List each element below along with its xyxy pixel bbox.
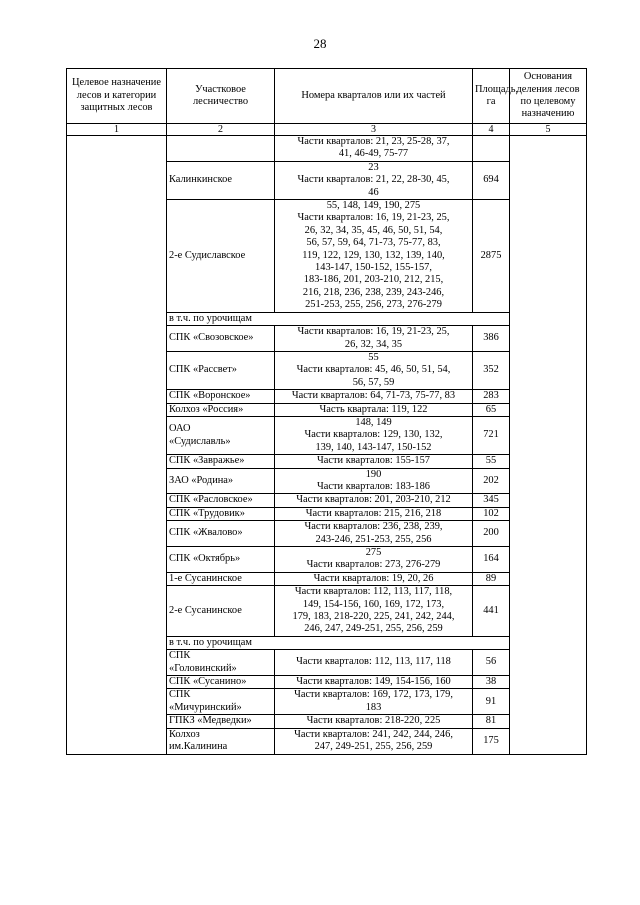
column-number: 1 [67,124,167,136]
district-cell: Колхоз им.Калинина [167,728,275,754]
area-cell: 175 [473,728,510,754]
area-cell: 89 [473,572,510,585]
column-number: 4 [473,124,510,136]
column-number: 2 [167,124,275,136]
quarters-cell: Части кварталов: 64, 71-73, 75-77, 83 [275,390,473,403]
header-area: Площадь, га [473,69,510,124]
district-cell: ОАО «Судиславль» [167,416,275,454]
quarters-cell: 55 Части кварталов: 45, 46, 50, 51, 54, 56, 57, 59 [275,351,473,389]
area-cell: 2875 [473,200,510,313]
quarters-cell: Части кварталов: 241, 242, 244, 246, 247, 249-251, 255, 256, 259 [275,728,473,754]
quarters-cell: Части кварталов: 19, 20, 26 [275,572,473,585]
quarters-cell: Части кварталов: 215, 216, 218 [275,507,473,520]
area-cell: 202 [473,468,510,494]
area-cell: 352 [473,351,510,389]
quarters-cell: 23 Части кварталов: 21, 22, 28-30, 45, 46 [275,161,473,199]
quarters-cell: Части кварталов: 155-157 [275,455,473,468]
quarters-cell: 55, 148, 149, 190, 275 Части кварталов: 16, 19, 21-23, 25, 26, 32, 34, 35, 45, 46, 50, 51, 54, 56, 57, 59, 64, 71-73, 75-77, 83, 119, 122, 129, 130, 132, 139, 140, 143-147, 150-152, 155-157, 183-186, 201, 203-210, 212, 215, 216, 218, 236, 238, 239, 243-246, 251-253, 255, 256, 273, 276-279 [275,200,473,313]
area-cell: 55 [473,455,510,468]
quarters-cell: 148, 149 Части кварталов: 129, 130, 132, 139, 140, 143-147, 150-152 [275,416,473,454]
area-cell: 345 [473,494,510,507]
district-cell: СПК «Воронское» [167,390,275,403]
area-cell: 81 [473,715,510,728]
quarters-cell: Части кварталов: 21, 23, 25-28, 37, 41, 46-49, 75-77 [275,136,473,162]
district-cell: СПК «Мичуринский» [167,689,275,715]
quarters-cell: 275 Части кварталов: 273, 276-279 [275,547,473,573]
area-cell [473,136,510,162]
district-cell: ЗАО «Родина» [167,468,275,494]
header-purpose: Целевое назначение лесов и категории защитных лесов [67,69,167,124]
quarters-cell: Части кварталов: 201, 203-210, 212 [275,494,473,507]
purpose-cell [67,136,167,755]
area-cell: 56 [473,650,510,676]
district-cell: СПК «Октябрь» [167,547,275,573]
district-cell: Калинкинское [167,161,275,199]
district-cell: ГПКЗ «Медведки» [167,715,275,728]
table-body [67,136,587,755]
quarters-cell: Части кварталов: 218-220, 225 [275,715,473,728]
area-cell: 91 [473,689,510,715]
district-cell: СПК «Завражье» [167,455,275,468]
column-number: 5 [510,124,587,136]
page-number: 28 [313,36,327,51]
quarters-cell: 190 Части кварталов: 183-186 [275,468,473,494]
quarters-cell: Части кварталов: 16, 19, 21-23, 25, 26, 32, 34, 35 [275,326,473,352]
district-cell: 2-е Судиславское [167,200,275,313]
district-cell: СПК «Расловское» [167,494,275,507]
district-cell: Колхоз «Россия» [167,403,275,416]
table-row [67,136,587,162]
area-cell: 38 [473,676,510,689]
district-cell: 1-е Сусанинское [167,572,275,585]
area-cell: 694 [473,161,510,199]
area-cell: 164 [473,547,510,573]
subgroup-label: в т.ч. по урочищам [167,312,510,325]
district-cell: СПК «Рассвет» [167,351,275,389]
quarters-cell: Части кварталов: 112, 113, 117, 118 [275,650,473,676]
column-number: 3 [275,124,473,136]
table-header [67,69,587,136]
forest-quarters-table [66,68,587,755]
area-cell: 721 [473,416,510,454]
quarters-cell: Части кварталов: 169, 172, 173, 179, 183 [275,689,473,715]
quarters-cell: Части кварталов: 236, 238, 239, 243-246, 251-253, 255, 256 [275,521,473,547]
header-basis: Основания деления лесов по целевому назначению [510,69,587,124]
district-cell: СПК «Головинский» [167,650,275,676]
header-district: Участковое лесничество [167,69,275,124]
district-cell: СПК «Трудовик» [167,507,275,520]
district-cell [167,136,275,162]
area-cell: 102 [473,507,510,520]
subgroup-label: в т.ч. по урочищам [167,636,510,649]
district-cell: СПК «Жвалово» [167,521,275,547]
area-cell: 283 [473,390,510,403]
quarters-cell: Часть квартала: 119, 122 [275,403,473,416]
area-cell: 200 [473,521,510,547]
quarters-cell: Части кварталов: 149, 154-156, 160 [275,676,473,689]
district-cell: СПК «Сусанино» [167,676,275,689]
column-numbers-row [67,124,587,136]
area-cell: 386 [473,326,510,352]
district-cell: 2-е Сусанинское [167,586,275,637]
area-cell: 65 [473,403,510,416]
basis-cell [510,136,587,755]
quarters-cell: Части кварталов: 112, 113, 117, 118, 149, 154-156, 160, 169, 172, 173, 179, 183, 218-220, 225, 241, 242, 244, 246, 247, 249-251, 255, 256, 259 [275,586,473,637]
district-cell: СПК «Свозовское» [167,326,275,352]
area-cell: 441 [473,586,510,637]
header-quarters: Номера кварталов или их частей [275,69,473,124]
